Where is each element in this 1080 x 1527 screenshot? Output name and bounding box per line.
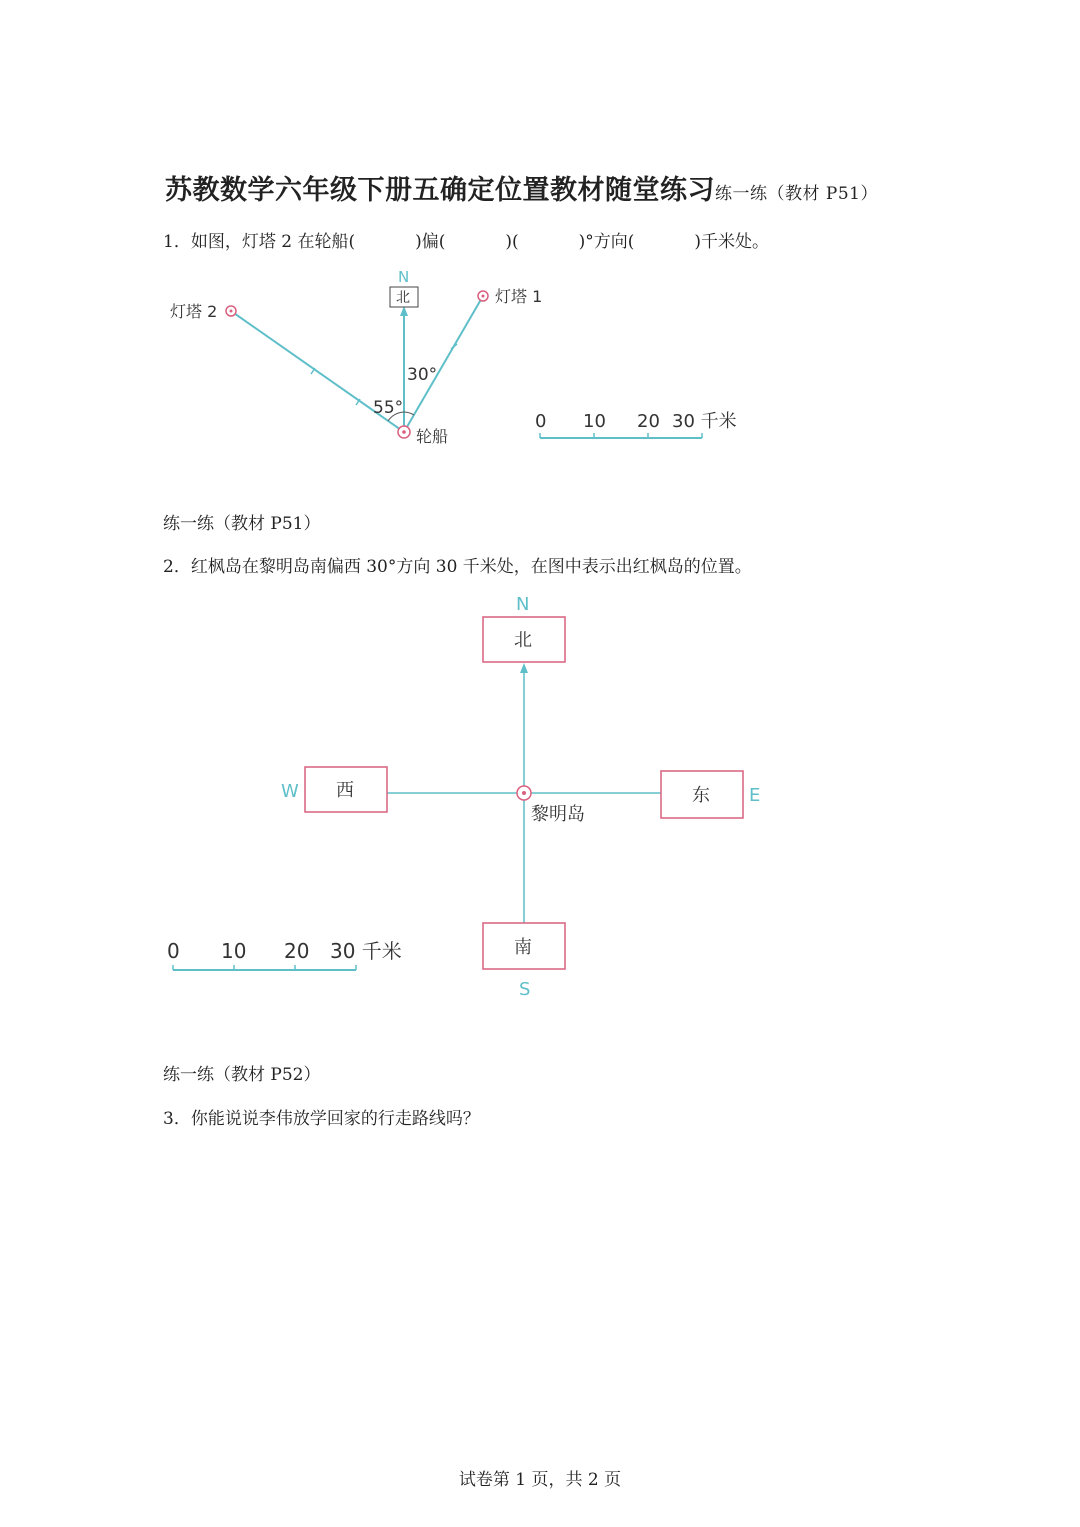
q1-text-4: )°方向( xyxy=(578,232,635,252)
lighthouse-2-dot xyxy=(230,310,233,313)
fig1-north-label: 北 xyxy=(396,290,410,306)
fig1-scale-30: 30 千米 xyxy=(672,411,737,432)
q1-text-3: )( xyxy=(505,232,519,252)
angle-55-label: 55° xyxy=(373,398,404,418)
q2-text: 红枫岛在黎明岛南偏西 30°方向 30 千米处，在图中表示出红枫岛的位置。 xyxy=(190,557,752,577)
title-sub: 练一练（教材 P51） xyxy=(715,184,878,204)
e-letter: E xyxy=(749,785,761,806)
section-2-heading: 练一练（教材 P51） xyxy=(163,514,321,534)
fig2-scale-0: 0 xyxy=(167,939,180,963)
fig1-scale-10: 10 xyxy=(583,411,606,432)
question-2 xyxy=(163,552,752,577)
angle-30-label: 30° xyxy=(407,365,438,385)
north-label: 北 xyxy=(514,630,532,651)
lighthouse-2-label: 灯塔 2 xyxy=(170,302,218,321)
fig2-scale-10: 10 xyxy=(221,939,247,963)
q3-number: 3． xyxy=(163,1109,191,1129)
center-dot xyxy=(522,791,526,795)
figure-1-diagram xyxy=(0,0,1080,480)
page-footer: 试卷第 1 页，共 2 页 xyxy=(458,1470,622,1490)
w-letter: W xyxy=(281,781,299,802)
title-main: 苏教数学六年级下册五确定位置教材随堂练习 xyxy=(165,175,715,206)
q1-number: 1． xyxy=(163,232,191,252)
n-letter: N xyxy=(516,594,530,615)
q2-number: 2． xyxy=(163,557,191,577)
south-label: 南 xyxy=(514,937,532,958)
fig1-scale-0: 0 xyxy=(535,411,547,432)
q1-text-2: )偏( xyxy=(415,232,446,252)
q1-text-1: 如图，灯塔 2 在轮船( xyxy=(190,232,356,252)
lighthouse-1-dot xyxy=(482,295,485,298)
east-label: 东 xyxy=(692,785,710,806)
fig2-scale-30: 30 千米 xyxy=(330,939,402,963)
west-label: 西 xyxy=(336,780,354,801)
fig2-scale-20: 20 xyxy=(284,939,310,963)
center-label: 黎明岛 xyxy=(531,804,585,825)
ship-dot xyxy=(402,430,406,434)
angle-arc-30 xyxy=(404,412,414,415)
ship-label: 轮船 xyxy=(416,427,449,446)
section-3-heading: 练一练（教材 P52） xyxy=(163,1065,321,1085)
fig1-north-letter: N xyxy=(398,268,410,286)
lighthouse-1-label: 灯塔 1 xyxy=(495,287,543,306)
line-to-lighthouse-1 xyxy=(404,296,483,432)
q3-text: 你能说说李伟放学回家的行走路线吗？ xyxy=(190,1109,480,1129)
q1-text-5: )千米处。 xyxy=(694,232,770,252)
north-arrow-head xyxy=(520,663,528,673)
question-3 xyxy=(163,1104,480,1129)
figure-2-diagram xyxy=(0,580,1080,1010)
fig1-scale-20: 20 xyxy=(637,411,660,432)
s-letter: S xyxy=(519,979,531,1000)
